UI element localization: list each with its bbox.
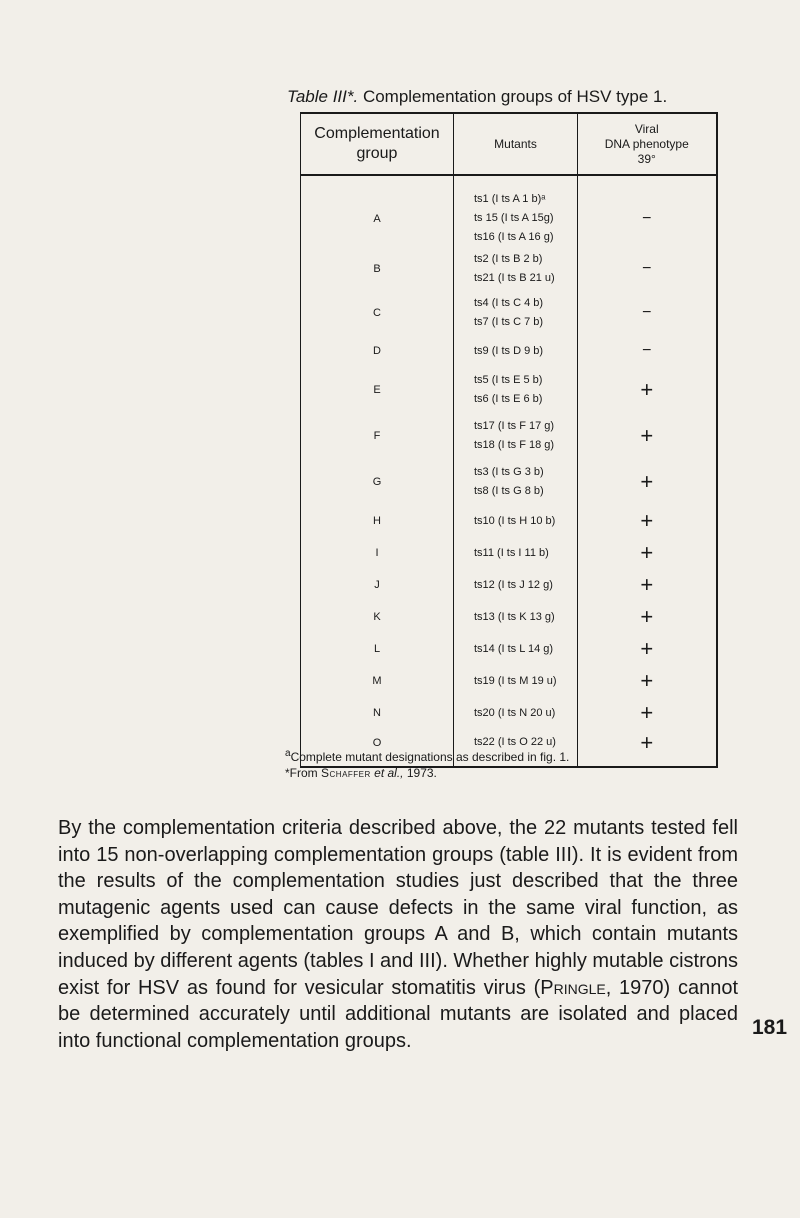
mutant-designation: ts7 (I ts C 7 b): [474, 316, 544, 328]
mutant-designation: ts9 (I ts D 9 b): [474, 344, 544, 357]
mutant-designation: ts8 (I ts G 8 b): [474, 485, 544, 497]
mutant-designation: ts1 (I ts A 1 b)ᵃ: [474, 193, 546, 205]
table-row: [301, 247, 717, 291]
table-row: [301, 413, 717, 459]
cell-group: A: [301, 175, 454, 247]
footnote-source-prefix: *From: [285, 766, 318, 780]
cell-phenotype: +: [578, 697, 717, 729]
mutant-designation: ts18 (I ts F 18 g): [474, 439, 555, 451]
mutant-designation: ts11 (I ts I 11 b): [474, 546, 549, 559]
cell-mutants: [454, 247, 578, 291]
footnote-a: [285, 748, 569, 764]
cell-mutants: [454, 335, 578, 367]
cell-mutants: [454, 569, 578, 601]
header-mutants: Mutants: [454, 113, 578, 175]
cell-phenotype: +: [578, 665, 717, 697]
cell-mutants: [454, 291, 578, 335]
cell-group: I: [301, 537, 454, 569]
cell-phenotype: −: [578, 175, 717, 247]
mutant-designation: ts10 (I ts H 10 b): [474, 514, 556, 527]
table-body: [301, 175, 717, 767]
table-header-row: [301, 113, 717, 175]
cell-group: G: [301, 459, 454, 505]
cell-phenotype: +: [578, 601, 717, 633]
footnote-source-year: 1973.: [406, 766, 437, 780]
cell-phenotype: −: [578, 335, 717, 367]
header-phenotype-line1: Viral: [634, 121, 659, 136]
cell-group: C: [301, 291, 454, 335]
mutant-designation: ts22 (I ts O 22 u): [474, 736, 556, 748]
mutant-designation: ts19 (I ts M 19 u): [474, 674, 557, 687]
cell-mutants: [454, 665, 578, 697]
mutant-designation: ts14 (I ts L 14 g): [474, 642, 554, 655]
mutant-designation: ts6 (I ts E 6 b): [474, 393, 543, 405]
table-row: [301, 601, 717, 633]
table-row: [301, 459, 717, 505]
table-caption: [287, 87, 667, 107]
cell-phenotype: +: [578, 459, 717, 505]
table-label: Table III*.: [287, 87, 359, 106]
cell-phenotype: +: [578, 413, 717, 459]
table-row: [301, 569, 717, 601]
body-text-part2: , 1970) cannot be determined accurately until additional mutants are isolated and placed into functional complementation groups.: [58, 976, 739, 1052]
cell-phenotype: −: [578, 247, 717, 291]
cell-group: M: [301, 665, 454, 697]
cell-mutants: [454, 505, 578, 537]
cell-mutants: [454, 537, 578, 569]
cell-phenotype: +: [578, 367, 717, 413]
table-row: [301, 335, 717, 367]
body-paragraph: [58, 815, 738, 1054]
cell-mutants: [454, 601, 578, 633]
mutant-designation: ts3 (I ts G 3 b): [474, 466, 544, 478]
mutant-designation: ts2 (I ts B 2 b): [474, 253, 543, 265]
table-row: [301, 697, 717, 729]
header-phenotype-line2: DNA phenotype: [604, 136, 689, 151]
table-row: [301, 665, 717, 697]
mutant-designation: ts13 (I ts K 13 g): [474, 610, 555, 623]
cell-mutants: [454, 633, 578, 665]
footnote-a-text: Complete mutant designations as described in fig. 1.: [290, 750, 570, 764]
header-group: Complementation group: [301, 113, 454, 175]
cell-phenotype: +: [578, 633, 717, 665]
cell-group: H: [301, 505, 454, 537]
footnote-source: [285, 766, 437, 780]
table-row: [301, 505, 717, 537]
cell-group: D: [301, 335, 454, 367]
header-phenotype-line3: 39°: [637, 151, 656, 166]
body-text-part1: By the complementation criteria described above, the 22 mutants tested fell into 15 non-overlapping complementation groups (table III). It is evident from the results of the complementation studies just described that the three mutagenic agents used can cause defects in the same viral function, as exemplified by complementation groups A and B, which contain mutants induced by different agents (tables I and III). Whether highly mutable cistrons exist for HSV as found for vesicular stomatitis virus (: [58, 817, 738, 999]
footnote-source-author: Schaffer: [321, 766, 371, 780]
cell-group: J: [301, 569, 454, 601]
footnote-source-etal: et al.,: [374, 766, 404, 780]
cell-mutants: [454, 697, 578, 729]
cell-mutants: [454, 367, 578, 413]
cell-phenotype: −: [578, 291, 717, 335]
cell-phenotype: +: [578, 729, 717, 767]
table-row: [301, 175, 717, 247]
mutant-designation: ts 15 (I ts A 15g): [474, 212, 554, 224]
cell-group: E: [301, 367, 454, 413]
cell-mutants: [454, 459, 578, 505]
cell-group: F: [301, 413, 454, 459]
cell-phenotype: +: [578, 505, 717, 537]
mutant-designation: ts4 (I ts C 4 b): [474, 297, 544, 309]
cell-group: O: [301, 729, 454, 767]
mutant-designation: ts5 (I ts E 5 b): [474, 374, 543, 386]
table-row: [301, 537, 717, 569]
mutant-designation: ts20 (I ts N 20 u): [474, 706, 556, 719]
complementation-table: [300, 112, 718, 768]
table-title: Complementation groups of HSV type 1.: [362, 87, 668, 106]
cell-mutants: [454, 175, 578, 247]
cell-group: K: [301, 601, 454, 633]
mutant-designation: ts12 (I ts J 12 g): [474, 578, 553, 591]
table-row: [301, 633, 717, 665]
cell-group: B: [301, 247, 454, 291]
mutant-designation: ts21 (I ts B 21 u): [474, 272, 555, 284]
cell-group: L: [301, 633, 454, 665]
cell-mutants: [454, 413, 578, 459]
table-row: [301, 367, 717, 413]
cell-group: N: [301, 697, 454, 729]
footnote-a-marker: a: [285, 748, 291, 759]
cell-phenotype: +: [578, 537, 717, 569]
mutant-designation: ts17 (I ts F 17 g): [474, 420, 555, 432]
table-row: [301, 291, 717, 335]
page-number: 181: [752, 1016, 788, 1039]
body-citation-name: Pringle: [540, 976, 606, 999]
mutant-designation: ts16 (I ts A 16 g): [474, 231, 554, 243]
header-phenotype: [578, 113, 717, 175]
cell-phenotype: +: [578, 569, 717, 601]
